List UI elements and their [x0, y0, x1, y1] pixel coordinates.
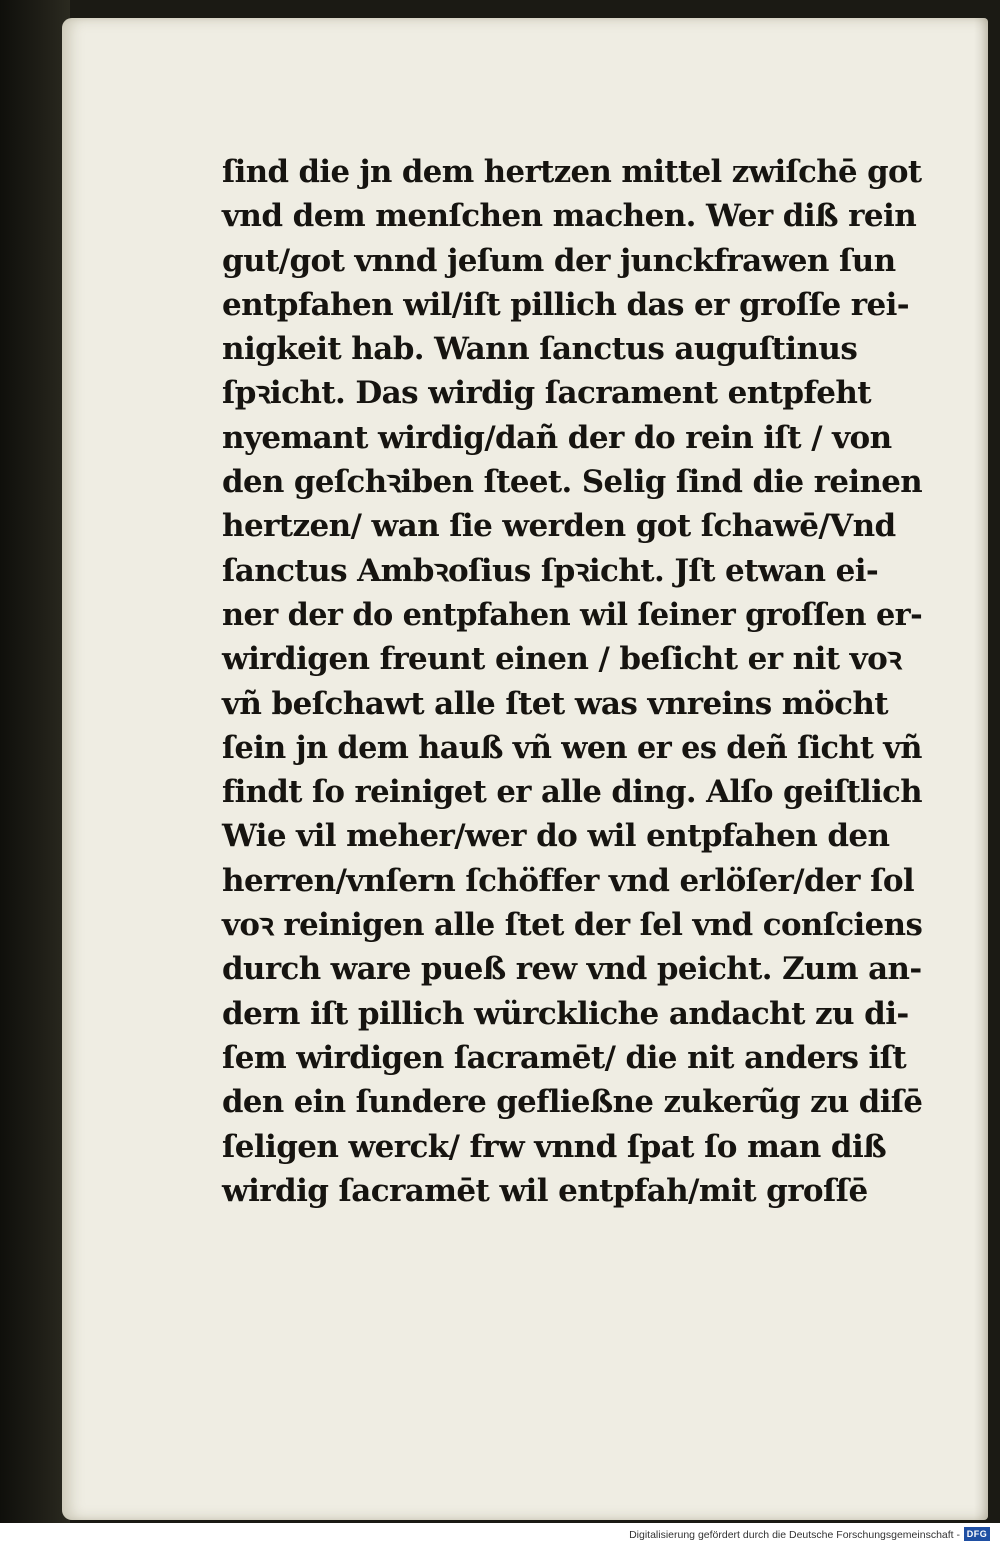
text-line: herren/vnſern ſchöffer vnd erlöſer/der ſol — [222, 862, 915, 899]
text-line: ſpꝛicht. Das wirdig ſacrament entpfeht — [222, 375, 871, 412]
text-line: findt ſo reiniget er alle ding. Alſo geiſtlich — [222, 774, 923, 811]
page-edge — [974, 18, 988, 1520]
text-line: vnd dem menſchen machen. Wer diß rein — [222, 198, 917, 235]
dfg-logo: DFG — [964, 1527, 990, 1541]
text-line: dern iſt pillich würckliche andacht zu di- — [222, 995, 909, 1032]
text-block — [222, 150, 922, 1213]
text-line: voꝛ reinigen alle ſtet der ſel vnd conſciens — [222, 907, 923, 944]
text-line: nigkeit hab. Wann ſanctus auguſtinus — [222, 331, 858, 368]
text-line: gut/got vnnd jeſum der junckfrawen ſun — [222, 242, 896, 279]
text-line: hertzen/ wan ſie werden got ſchawē/Vnd — [222, 508, 896, 545]
text-line: entpfahen wil/iſt pillich das er groſſe rei- — [222, 286, 910, 323]
text-line: ner der do entpfahen wil ſeiner groſſen er- — [222, 596, 923, 633]
text-line: wirdigen freunt einen / beſicht er nit voꝛ — [222, 641, 902, 678]
text-line: Wie vil meher/wer do wil entpfahen den — [222, 818, 890, 855]
text-line: ſanctus Ambꝛoſius ſpꝛicht. Jſt etwan ei- — [222, 552, 879, 589]
text-line: nyemant wirdig/dañ der do rein iſt / von — [222, 419, 892, 456]
text-line: ſind die jn dem hertzen mittel zwiſchē got — [222, 154, 922, 190]
text-line: den geſchꝛiben ſteet. Selig ſind die reinen — [222, 464, 923, 501]
book-spine-shadow — [0, 0, 70, 1525]
text-line: ſein jn dem hauß vñ wen er es deñ ſicht vñ — [222, 729, 922, 766]
text-line: durch ware pueß rew vnd peicht. Zum an- — [222, 951, 922, 988]
text-line: ſeligen werck/ frw vnnd ſpat ſo man diß — [222, 1128, 887, 1165]
funding-credit: Digitalisierung gefördert durch die Deutsche Forschungsgemeinschaft - — [629, 1529, 960, 1541]
text-line: wirdig ſacramēt wil entpfah/mit groſſē — [222, 1172, 868, 1209]
text-line: ſem wirdigen ſacramēt/ die nit anders iſt — [222, 1039, 907, 1076]
text-line: den ein ſundere gefließne zukerũg zu diſē — [222, 1084, 923, 1121]
text-line: vñ beſchawt alle ſtet was vnreins möcht — [222, 685, 889, 722]
footer-bar — [0, 1523, 1000, 1545]
